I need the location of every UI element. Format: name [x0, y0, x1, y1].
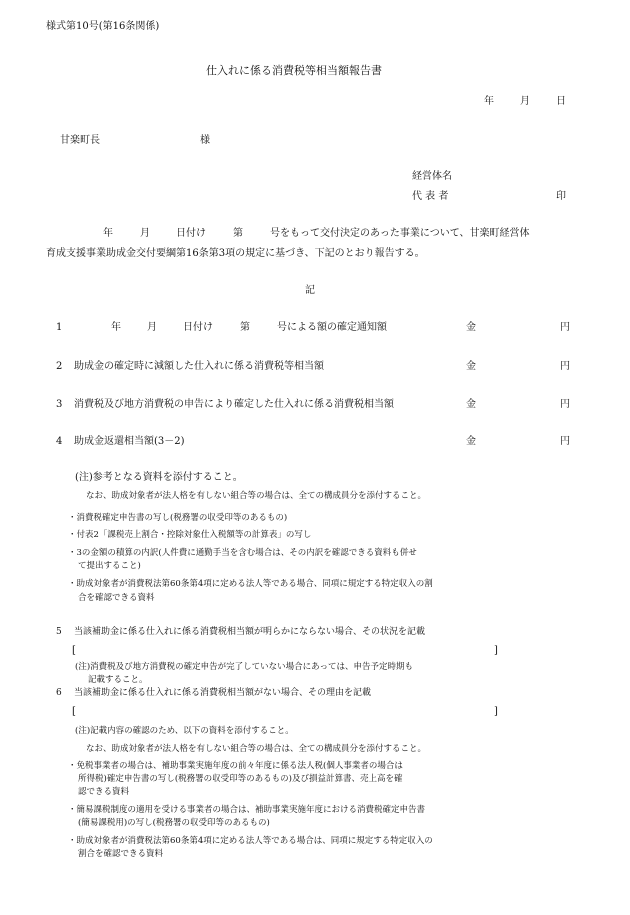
note-1-head: (注)参考となる資料を添付すること。	[75, 472, 243, 483]
intro-line2: 育成支援事業助成金交付要綱第16条第3項の規定に基づき、下記のとおり報告する。	[46, 248, 425, 259]
item-5-note-cont: 記載すること。	[88, 675, 148, 685]
item-5-bracket-close: ]	[494, 645, 498, 656]
item-2-label: 助成金の確定時に減額した仕入れに係る消費税等相当額	[74, 361, 324, 372]
item-4-label: 助成金返還相当額(3－2)	[74, 436, 185, 447]
item-6-label: 当該補助金に係る仕入れに係る消費税相当額がない場合、その理由を記載	[74, 688, 372, 698]
item-6-bracket-open: [	[72, 706, 76, 717]
item-6-bullet: ・助成対象者が消費税法第60条第4項に定める法人等である場合は、同項に規定する特定収入の	[68, 836, 433, 846]
form-number: 様式第10号(第16条関係)	[46, 21, 160, 32]
item-3-label: 消費税及び地方消費税の申告により確定した仕入れに係る消費税相当額	[74, 399, 394, 410]
item-en: 円	[560, 436, 570, 447]
item-kin: 金	[466, 322, 476, 333]
item-number: 6	[56, 688, 62, 698]
note-1-bullet: ・助成対象者が消費税法第60条第4項に定める法人等である場合、同項に規定する特定収入の割	[68, 579, 433, 589]
note-1-bullet-cont: て提出すること)	[78, 561, 141, 571]
item-number: 5	[56, 627, 62, 637]
item-1-year: 年	[111, 322, 121, 333]
item-5-note: (注)消費税及び地方消費税の確定申告が完了していない場合にあっては、申告予定時期も	[75, 662, 414, 672]
item-6-bullet-cont: (簡易課税用)の写し(税務署の収受印等のあるもの)	[78, 818, 270, 828]
entity-name-label: 経営体名	[412, 171, 452, 182]
note-1-bullet: ・付表2「課税売上割合・控除対象仕入税額等の計算表」の写し	[68, 530, 312, 540]
date-day: 日	[556, 96, 566, 107]
addressee-name: 甘楽町長	[60, 135, 100, 146]
item-6-bullet-cont: 所得税)確定申告書の写し(税務署の収受印等のあるもの)及び損益計算書、売上高を確	[78, 774, 403, 784]
ki-heading: 記	[305, 285, 315, 296]
item-en: 円	[560, 361, 570, 372]
note-1-sub: なお、助成対象者が法人格を有しない組合等の場合は、全ての構成員分を添付すること。	[86, 491, 427, 501]
intro-year: 年	[103, 228, 113, 239]
item-number: 4	[56, 436, 63, 447]
item-1-date-suffix: 日付け	[183, 322, 213, 333]
item-6-note-sub: なお、助成対象者が法人格を有しない組合等の場合は、全ての構成員分を添付すること。	[86, 744, 427, 754]
item-en: 円	[560, 322, 570, 333]
item-6-bracket-close: ]	[494, 706, 498, 717]
representative-label: 代 表 者	[412, 191, 449, 202]
intro-date-suffix: 日付け	[176, 228, 206, 239]
addressee-honorific: 様	[200, 135, 210, 146]
document-title: 仕入れに係る消費税等相当額報告書	[206, 64, 382, 77]
note-1-bullet: ・消費税確定申告書の写し(税務署の収受印等のあるもの)	[68, 513, 288, 523]
date-year: 年	[484, 96, 494, 107]
item-kin: 金	[466, 361, 476, 372]
seal-mark: 印	[556, 191, 566, 202]
intro-number-prefix: 第	[233, 228, 243, 239]
item-en: 円	[560, 399, 570, 410]
item-1-label: 号による額の確定通知額	[277, 322, 387, 333]
item-6-note-head: (注)記載内容の確認のため、以下の資料を添付すること。	[75, 726, 294, 736]
item-6-bullet: ・免税事業者の場合は、補助事業実施年度の前々年度に係る法人税(個人事業者の場合は	[68, 761, 403, 771]
item-6-bullet-cont: 割合を確認できる資料	[78, 849, 164, 859]
item-5-bracket-open: [	[72, 645, 76, 656]
note-1-bullet-cont: 合を確認できる資料	[78, 593, 155, 603]
intro-month: 月	[140, 228, 150, 239]
item-number: 3	[56, 399, 63, 410]
item-number: 2	[56, 361, 63, 372]
note-1-bullet: ・3の金額の積算の内訳(人件費に通勤手当を含む場合は、その内訳を確認できる資料も併せ	[68, 548, 417, 558]
item-6-bullet: ・簡易課税制度の適用を受ける事業者の場合は、補助事業実施年度における消費税確定申告書	[68, 805, 426, 815]
date-month: 月	[520, 96, 530, 107]
item-kin: 金	[466, 399, 476, 410]
item-1-month: 月	[147, 322, 157, 333]
intro-line1-rest: 号をもって交付決定のあった事業について、甘楽町経営体	[270, 228, 530, 239]
item-kin: 金	[466, 436, 476, 447]
item-6-bullet-cont: 認できる資料	[78, 787, 130, 797]
item-1-number-prefix: 第	[240, 322, 250, 333]
item-number: 1	[56, 322, 63, 333]
item-5-label: 当該補助金に係る仕入れに係る消費税相当額が明らかにならない場合、その状況を記載	[74, 627, 426, 637]
